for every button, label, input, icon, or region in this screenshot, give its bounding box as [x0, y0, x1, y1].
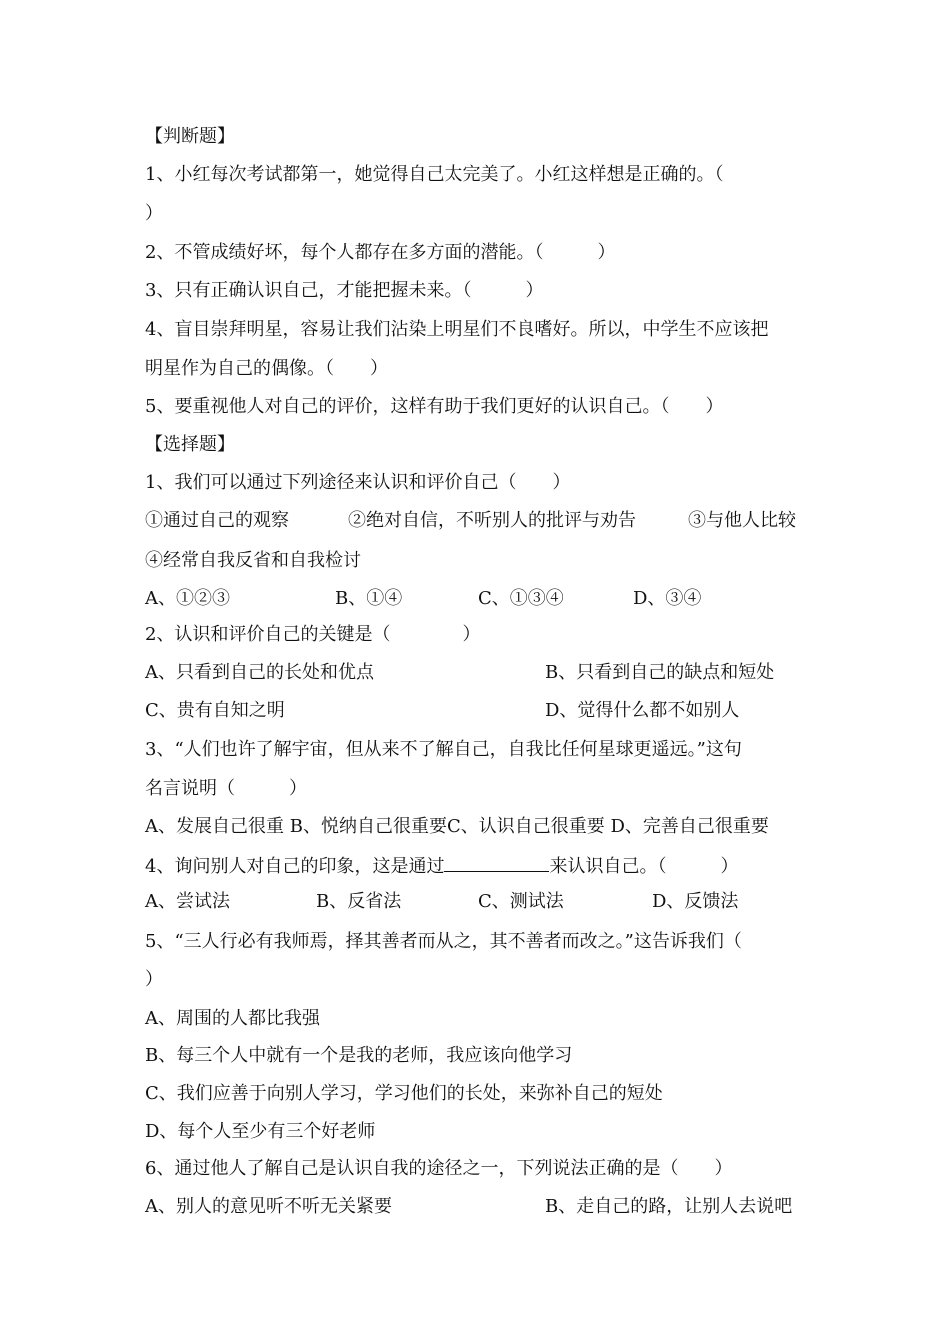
section-heading-choice: 【选择题】: [145, 434, 235, 455]
choice-q2-option-d: D、觉得什么都不如别人: [545, 700, 740, 721]
choice-q4-stem: [145, 853, 810, 879]
choice-q4-stem-before: 4、询问别人对自己的印象，这是通过: [145, 856, 445, 877]
choice-q1-option-b: B、①④: [335, 588, 403, 609]
choice-q3-stem-line1: 3、“人们也许了解宇宙，但从来不了解自己，自我比任何星球更遥远。”这句: [145, 739, 742, 760]
choice-q6-stem: 6、通过他人了解自己是认识自我的途径之一，下列说法正确的是（ ）: [145, 1158, 733, 1179]
choice-q1-item-4: ④经常自我反省和自我检讨: [145, 550, 361, 571]
judge-q1-line1: 1、小红每次考试都第一，她觉得自己太完美了。小红这样想是正确的。（: [145, 164, 724, 185]
judge-q4-line2: 明星作为自己的偶像。（ ）: [145, 358, 388, 379]
choice-q3-options: A、发展自己很重 B、悦纳自己很重要C、认识自己很重要 D、完善自己很重要: [145, 816, 769, 837]
judge-q5: 5、要重视他人对自己的评价，这样有助于我们更好的认识自己。（ ）: [145, 396, 724, 417]
choice-q5-stem-line1: 5、“三人行必有我师焉，择其善者而从之，其不善者而改之。”这告诉我们（: [145, 931, 742, 952]
choice-q5-option-a: A、周围的人都比我强: [145, 1008, 320, 1029]
choice-q4-option-b: B、反省法: [316, 891, 402, 912]
choice-q2-option-c: C、贵有自知之明: [145, 700, 285, 721]
choice-q5-option-d: D、每个人至少有三个好老师: [145, 1121, 376, 1142]
judge-q2: 2、不管成绩好坏，每个人都存在多方面的潜能。（ ）: [145, 242, 616, 263]
choice-q2-option-b: B、只看到自己的缺点和短处: [545, 662, 775, 683]
choice-q2-option-a: A、只看到自己的长处和优点: [145, 662, 374, 683]
section-heading-judge: 【判断题】: [145, 126, 235, 147]
choice-q3-stem-line2: 名言说明（ ）: [145, 778, 307, 799]
choice-q2-stem: 2、认识和评价自己的关键是（ ）: [145, 624, 481, 645]
choice-q4-option-c: C、测试法: [478, 891, 564, 912]
judge-q3: 3、只有正确认识自己，才能把握未来。（ ）: [145, 280, 544, 301]
choice-q6-option-a: A、别人的意见听不听无关紧要: [145, 1196, 392, 1217]
choice-q1-item-2: ②绝对自信，不听别人的批评与劝告: [348, 510, 636, 531]
choice-q6-option-b: B、走自己的路，让别人去说吧: [545, 1196, 793, 1217]
fill-in-blank: [444, 853, 549, 872]
choice-q1-option-d: D、③④: [633, 588, 702, 609]
choice-q1-item-1: ①通过自己的观察: [145, 510, 289, 531]
judge-q4-line1: 4、盲目崇拜明星，容易让我们沾染上明星们不良嗜好。所以，中学生不应该把: [145, 319, 769, 340]
judge-q1-line2: ）: [145, 203, 163, 224]
choice-q5-option-c: C、我们应善于向别人学习，学习他们的长处，来弥补自己的短处: [145, 1083, 663, 1104]
choice-q1-item-3: ③与他人比较: [688, 510, 796, 531]
choice-q1-stem: 1、我们可以通过下列途径来认识和评价自己（ ）: [145, 472, 571, 493]
choice-q4-stem-after: 来认识自己。（ ）: [549, 856, 739, 877]
choice-q4-option-d: D、反馈法: [652, 891, 739, 912]
choice-q5-stem-line2: ）: [145, 969, 163, 990]
choice-q1-option-c: C、①③④: [478, 588, 564, 609]
choice-q1-option-a: A、①②③: [145, 588, 230, 609]
choice-q5-option-b: B、每三个人中就有一个是我的老师，我应该向他学习: [145, 1045, 573, 1066]
choice-q4-option-a: A、尝试法: [145, 891, 230, 912]
